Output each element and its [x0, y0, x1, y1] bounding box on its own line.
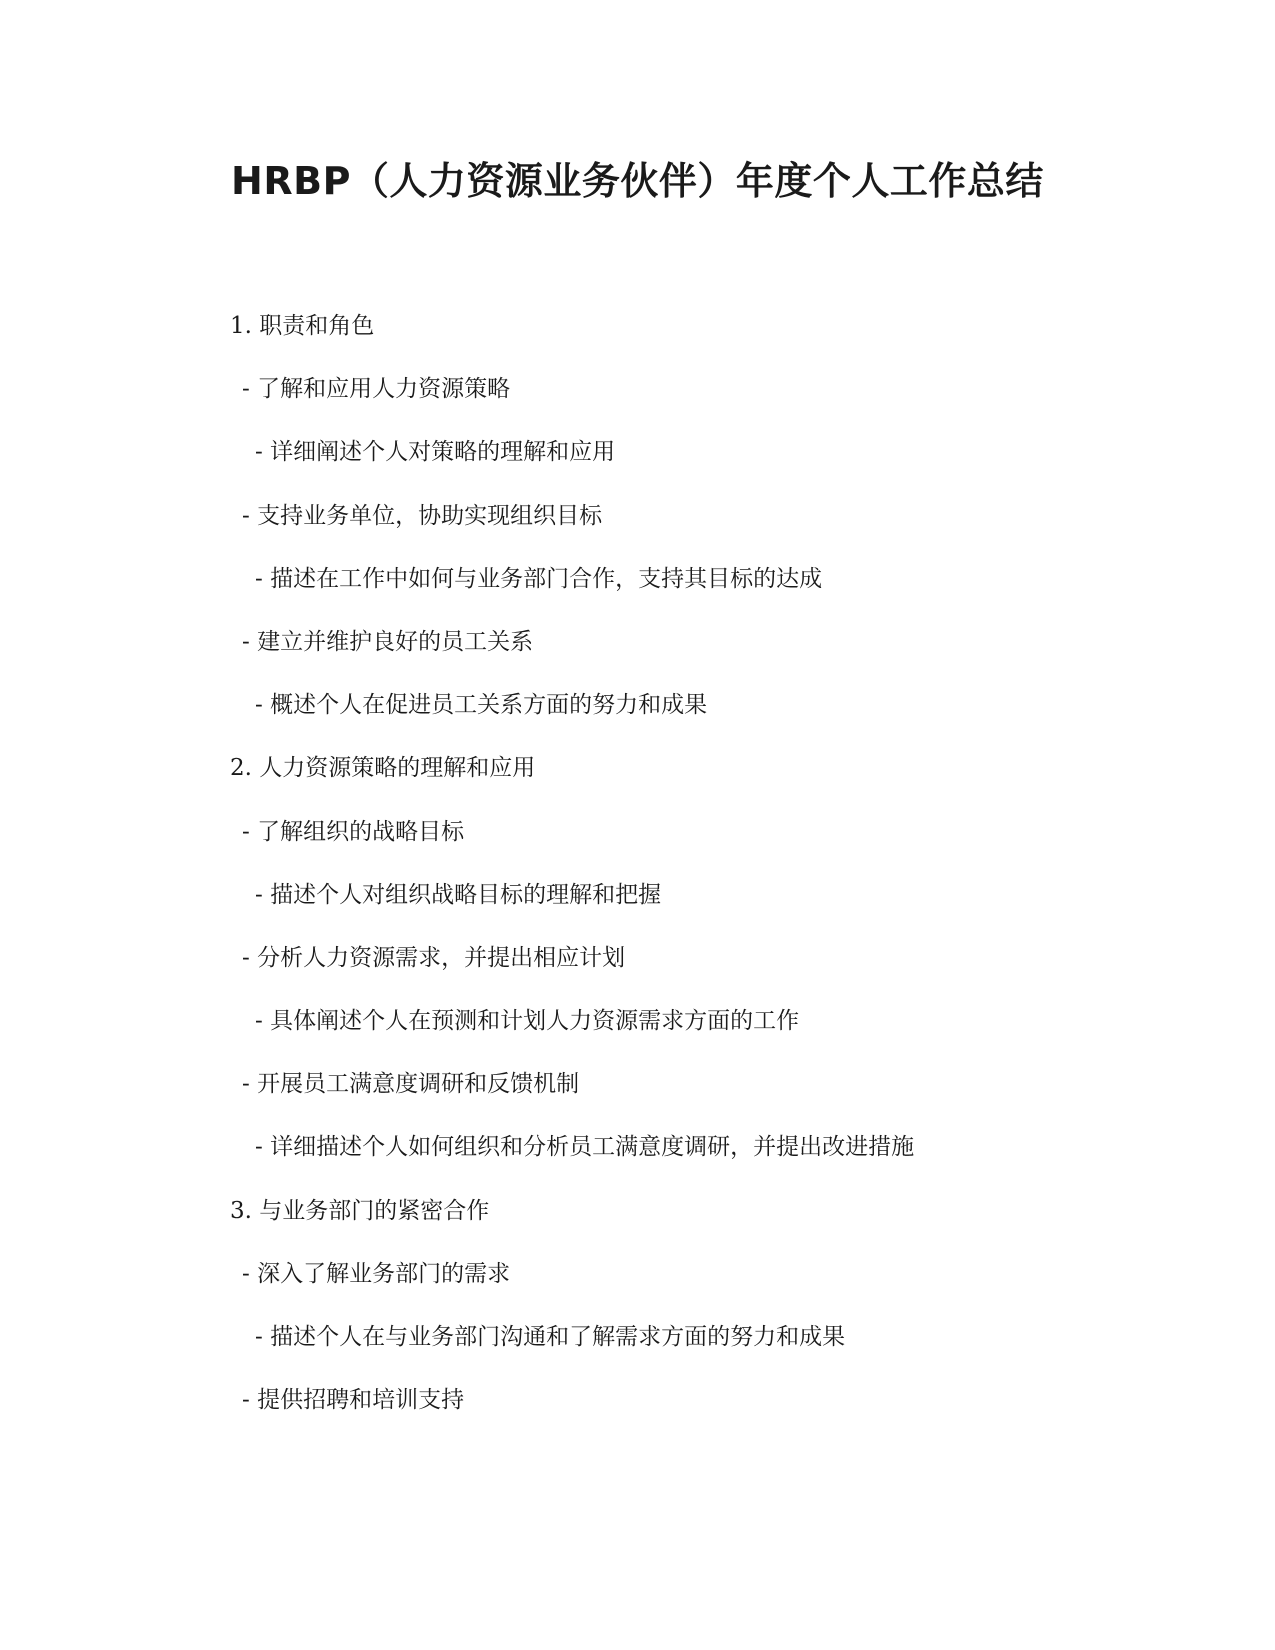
list-subitem: - 描述在工作中如何与业务部门合作，支持其目标的达成: [255, 566, 823, 592]
list-subitem: - 描述个人在与业务部门沟通和了解需求方面的努力和成果: [255, 1324, 846, 1350]
list-item: - 建立并维护良好的员工关系: [242, 629, 534, 655]
section-heading-3: 3. 与业务部门的紧密合作: [230, 1198, 490, 1224]
list-item: - 开展员工满意度调研和反馈机制: [242, 1071, 580, 1097]
list-subitem: - 详细阐述个人对策略的理解和应用: [255, 439, 616, 465]
list-item: - 分析人力资源需求，并提出相应计划: [242, 945, 626, 971]
list-item: - 提供招聘和培训支持: [242, 1387, 465, 1413]
list-subitem: - 概述个人在促进员工关系方面的努力和成果: [255, 692, 708, 718]
list-item: - 支持业务单位，协助实现组织目标: [242, 503, 603, 529]
list-item: - 了解和应用人力资源策略: [242, 376, 511, 402]
list-item: - 深入了解业务部门的需求: [242, 1261, 511, 1287]
section-heading-1: 1. 职责和角色: [230, 313, 375, 339]
list-item: - 了解组织的战略目标: [242, 819, 465, 845]
list-subitem: - 具体阐述个人在预测和计划人力资源需求方面的工作: [255, 1008, 800, 1034]
list-subitem: - 详细描述个人如何组织和分析员工满意度调研，并提出改进措施: [255, 1134, 915, 1160]
document-title: HRBP（人力资源业务伙伴）年度个人工作总结: [231, 159, 1044, 203]
list-subitem: - 描述个人对组织战略目标的理解和把握: [255, 882, 662, 908]
section-heading-2: 2. 人力资源策略的理解和应用: [230, 755, 536, 781]
